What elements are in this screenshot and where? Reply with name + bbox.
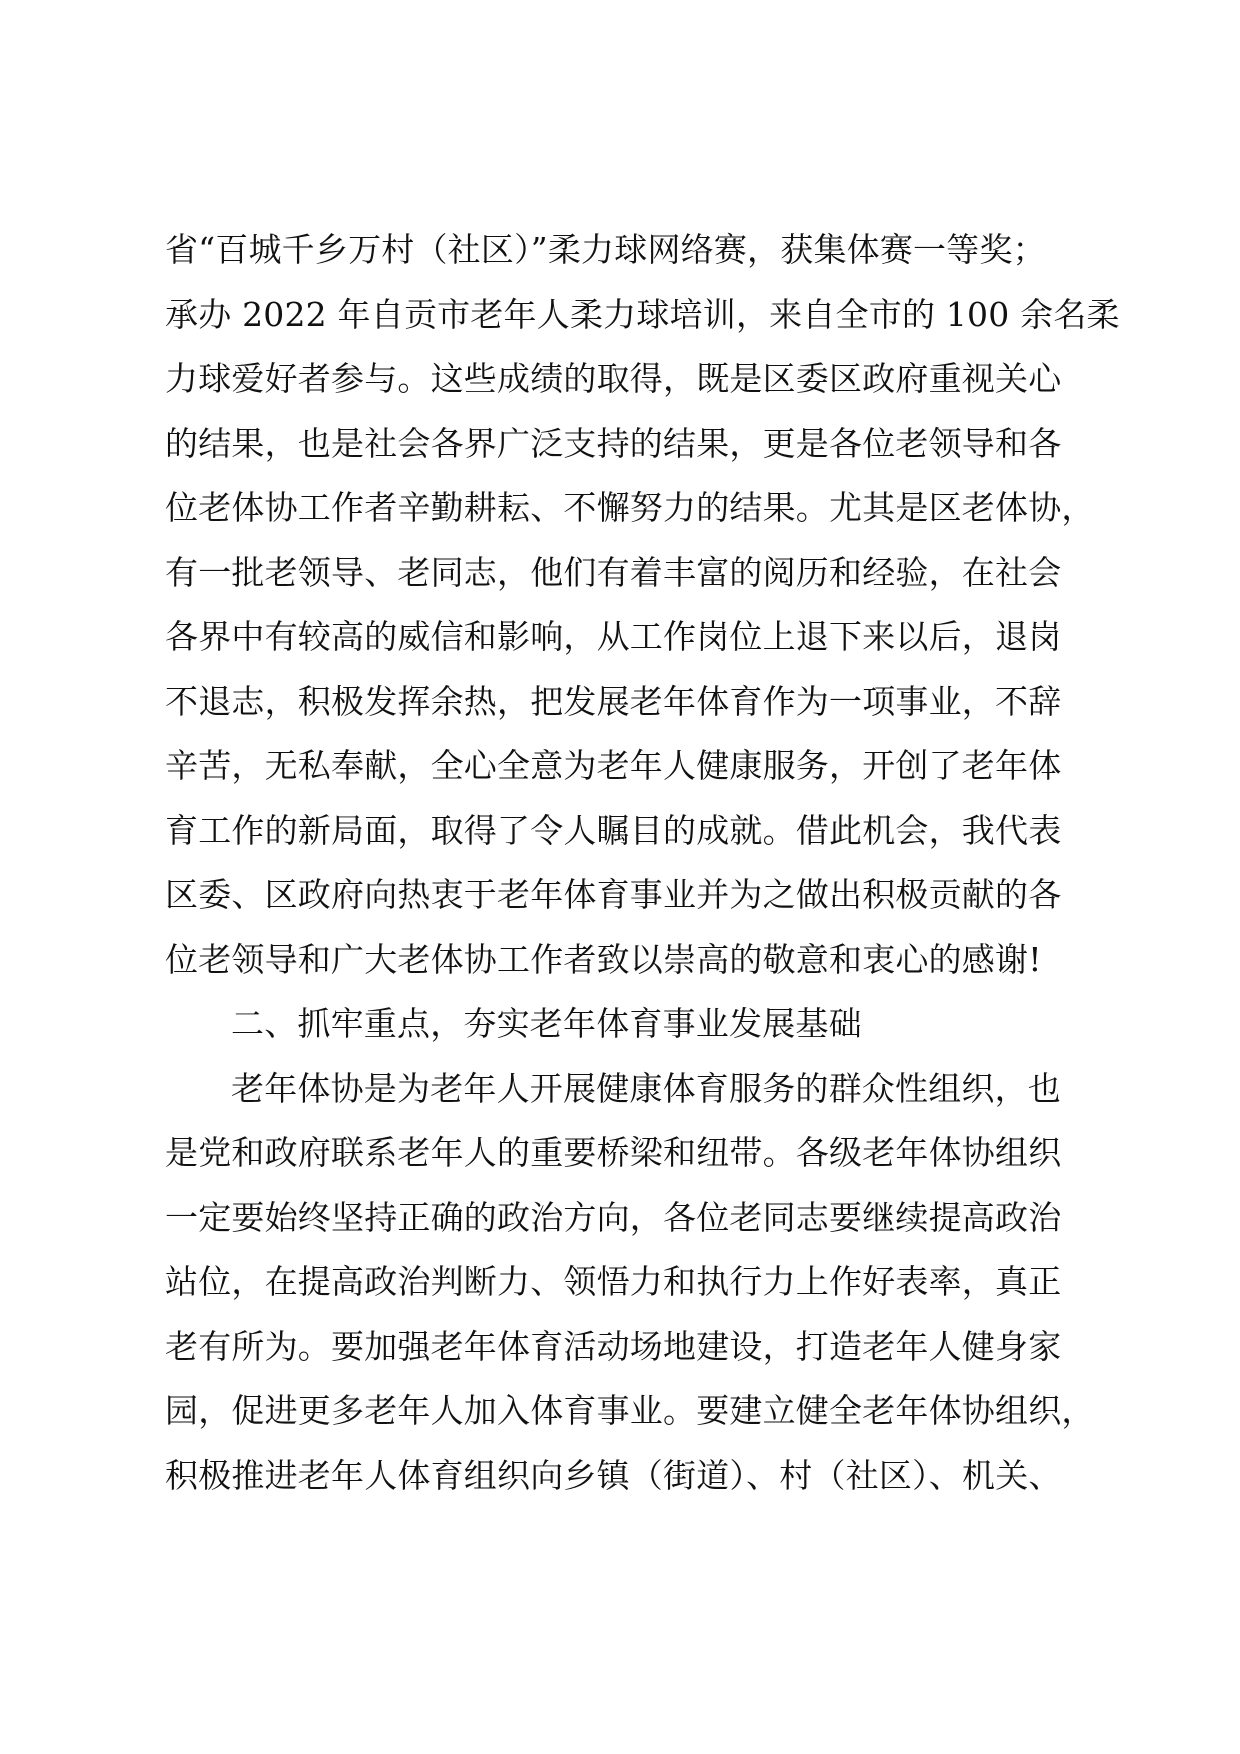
text-line: 承办 2022 年自贡市老年人柔力球培训，来自全市的 100 余名柔: [165, 294, 1120, 334]
text-line: 老有所为。要加强老年体育活动场地建设，打造老年人健身家: [165, 1326, 1062, 1366]
text-line: 站位，在提高政治判断力、领悟力和执行力上作好表率，真正: [165, 1262, 1062, 1301]
section-heading: 二、抓牢重点，夯实老年体育事业发展基础: [231, 1004, 862, 1043]
text-line: 育工作的新局面，取得了令人瞩目的成就。借此机会，我代表: [165, 810, 1062, 850]
text-line: 积极推进老年人体育组织向乡镇（街道）、村（社区）、机关、: [165, 1455, 1062, 1495]
text-line: 各界中有较高的威信和影响，从工作岗位上退下来以后，退岗: [165, 617, 1062, 656]
text-line: 一定要始终坚持正确的政治方向，各位老同志要继续提高政治: [165, 1197, 1062, 1237]
text-line: 位老体协工作者辛勤耕耘、不懈努力的结果。尤其是区老体协，: [165, 488, 1095, 527]
text-line: 是党和政府联系老年人的重要桥梁和纽带。各级老年体协组织: [165, 1133, 1062, 1172]
text-line: 区委、区政府向热衷于老年体育事业并为之做出积极贡献的各: [165, 875, 1062, 914]
text-line: 有一批老领导、老同志，他们有着丰富的阅历和经验，在社会: [165, 552, 1062, 592]
text-line: 省“百城千乡万村（社区）”柔力球网络赛，获集体赛一等奖；: [165, 230, 1046, 269]
text-line: 老年体协是为老年人开展健康体育服务的群众性组织，也: [231, 1068, 1061, 1108]
text-line: 不退志，积极发挥余热，把发展老年体育作为一项事业，不辞: [165, 681, 1062, 721]
text-line: 力球爱好者参与。这些成绩的取得，既是区委区政府重视关心: [165, 359, 1062, 398]
text-line: 园，促进更多老年人加入体育事业。要建立健全老年体协组织，: [165, 1391, 1095, 1430]
text-line: 位老领导和广大老体协工作者致以崇高的敬意和衷心的感谢!: [165, 939, 1042, 979]
text-line: 的结果，也是社会各界广泛支持的结果，更是各位老领导和各: [165, 423, 1062, 463]
text-line: 辛苦，无私奉献，全心全意为老年人健康服务，开创了老年体: [165, 746, 1062, 785]
body-text: [165, 218, 1120, 1508]
